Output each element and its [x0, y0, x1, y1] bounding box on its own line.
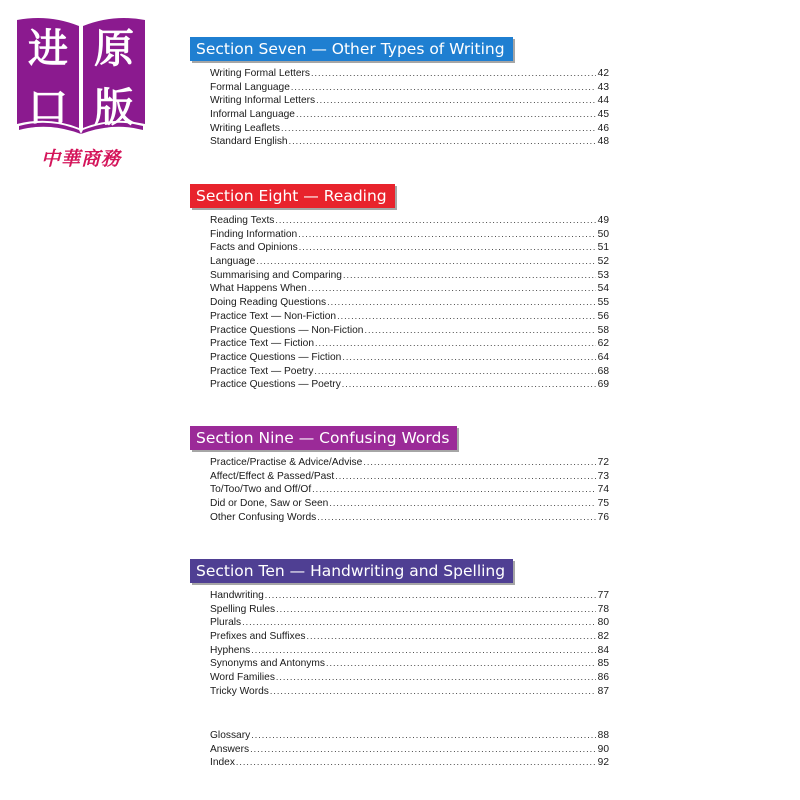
dot-leader [316, 94, 596, 108]
dot-leader [281, 122, 596, 136]
toc-entry [210, 228, 609, 242]
toc-entry-page: 52 [597, 256, 609, 268]
toc-entry-page: 43 [597, 81, 609, 93]
toc-entry-page: 77 [597, 590, 609, 601]
toc-entry [210, 337, 609, 351]
toc-entry-page: 42 [597, 68, 609, 79]
toc-entry-page: 56 [597, 310, 609, 322]
toc-entry [210, 296, 609, 310]
dot-leader [270, 685, 596, 699]
dot-leader [299, 241, 596, 255]
toc-entry-title: Writing Formal Letters [210, 68, 311, 79]
toc-entries [190, 589, 610, 699]
toc-entry [210, 497, 609, 511]
toc-entry [210, 456, 609, 470]
toc-entry [210, 67, 609, 81]
dot-leader [311, 67, 596, 81]
toc-entry-page: 88 [597, 730, 609, 741]
toc-entry-page: 82 [597, 631, 609, 643]
toc-entry [210, 351, 609, 365]
dot-leader [327, 296, 596, 310]
toc-entry-page: 53 [597, 269, 609, 281]
toc-entry [210, 743, 609, 757]
toc-entry-title: Spelling Rules [210, 603, 276, 615]
toc-entry [210, 511, 609, 525]
dot-leader [251, 729, 596, 743]
toc-entry [210, 135, 609, 149]
toc-entry-title: Practice Text — Poetry [210, 365, 314, 377]
dot-leader [251, 644, 596, 658]
dot-leader [298, 228, 596, 242]
toc-entry-page: 78 [597, 603, 609, 615]
toc-entry-title: Standard English [210, 136, 288, 148]
toc-entry [210, 282, 609, 296]
logo-characters [15, 16, 147, 134]
toc-entry [210, 310, 609, 324]
dot-leader [256, 255, 596, 269]
toc-entry [210, 378, 609, 392]
dot-leader [296, 108, 596, 122]
toc-entry [210, 671, 609, 685]
section-ten [190, 559, 610, 699]
toc-entry [210, 81, 609, 95]
toc-entry-title: Writing Leaflets [210, 122, 281, 134]
dot-leader [364, 324, 596, 338]
logo-char: 口 [28, 84, 68, 131]
toc-entry-page: 50 [597, 228, 609, 240]
toc-entry-page: 74 [597, 484, 609, 496]
toc-entry-title: What Happens When [210, 283, 307, 295]
toc-entry-title: Affect/Effect & Passed/Past [210, 470, 335, 482]
toc-entries [190, 456, 610, 524]
toc-entry-page: 75 [597, 498, 609, 510]
dot-leader [317, 511, 596, 525]
toc-entry-title: Practice Questions — Fiction [210, 351, 342, 363]
toc-entry-page: 48 [597, 136, 609, 148]
toc-entry [210, 241, 609, 255]
logo-char: 原 [94, 25, 134, 72]
toc-entry-title: Plurals [210, 617, 242, 629]
toc-entry-page: 55 [597, 297, 609, 309]
section-nine [190, 426, 610, 524]
toc-entry-page: 51 [597, 242, 609, 254]
dot-leader [342, 351, 596, 365]
toc-entry-page: 85 [597, 658, 609, 670]
dot-leader [314, 365, 596, 379]
toc-entry-page: 80 [597, 617, 609, 629]
toc-entry-page: 64 [597, 351, 609, 363]
toc-entry-page: 68 [597, 365, 609, 377]
dot-leader [276, 671, 596, 685]
toc-entry-page: 84 [597, 644, 609, 656]
dot-leader [307, 630, 596, 644]
toc-entries [190, 214, 610, 392]
logo-char: 版 [94, 84, 134, 131]
toc-entry [210, 589, 609, 603]
toc-entry-title: Writing Informal Letters [210, 95, 316, 107]
toc-entry-page: 49 [597, 215, 609, 226]
toc-entry-page: 76 [597, 511, 609, 523]
dot-leader [275, 214, 596, 228]
toc-entry-page: 72 [597, 457, 609, 468]
toc-entry-page: 90 [597, 743, 609, 755]
toc-entry-page: 87 [597, 685, 609, 697]
dot-leader [343, 269, 596, 283]
toc-entry [210, 603, 609, 617]
toc-entry-title: Index [210, 757, 235, 769]
toc-entry-title: Reading Texts [210, 215, 275, 226]
toc-entry [210, 630, 609, 644]
toc-entry-title: Practice/Practise & Advice/Advise [210, 457, 363, 468]
toc-entry-title: Tricky Words [210, 685, 269, 697]
toc-entry-title: Answers [210, 743, 250, 755]
toc-entry [210, 214, 609, 228]
section-header: Section Seven — Other Types of Writing [190, 37, 513, 61]
toc-entry-title: Prefixes and Suffixes [210, 631, 306, 643]
logo-char: 进 [28, 25, 68, 72]
toc-entry-title: Formal Language [210, 81, 290, 93]
toc-entry [210, 657, 609, 671]
toc-entries [190, 67, 610, 149]
toc-entry [210, 644, 609, 658]
dot-leader [308, 282, 596, 296]
toc-entry-title: Did or Done, Saw or Seen [210, 498, 329, 510]
toc-entry-page: 44 [597, 95, 609, 107]
toc-entry-title: Hyphens [210, 644, 251, 656]
toc-entry-page: 58 [597, 324, 609, 336]
toc-entry-page: 46 [597, 122, 609, 134]
toc-entry [210, 756, 609, 770]
toc-entry-title: Glossary [210, 730, 251, 741]
toc-entry-page: 69 [597, 379, 609, 391]
section-eight [190, 184, 610, 392]
toc-entry [210, 255, 609, 269]
toc-entry-page: 62 [597, 338, 609, 350]
toc-entry-page: 73 [597, 470, 609, 482]
toc-entry [210, 122, 609, 136]
toc-entry-title: Doing Reading Questions [210, 297, 327, 309]
toc-entry [210, 269, 609, 283]
dot-leader [329, 497, 596, 511]
dot-leader [236, 756, 596, 770]
dot-leader [289, 135, 596, 149]
toc-entry-title: Handwriting [210, 590, 264, 601]
dot-leader [242, 616, 596, 630]
toc-entry-title: Practice Questions — Non-Fiction [210, 324, 364, 336]
toc-entry [210, 685, 609, 699]
toc-entry-page: 45 [597, 109, 609, 121]
toc-entry-title: Synonyms and Antonyms [210, 658, 325, 670]
toc-entry-title: Other Confusing Words [210, 511, 317, 523]
toc-entry-title: To/Too/Two and Off/Of [210, 484, 312, 496]
dot-leader [342, 378, 596, 392]
toc-entry-page: 86 [597, 672, 609, 684]
dot-leader [337, 310, 596, 324]
toc-entry [210, 616, 609, 630]
toc-entry [210, 94, 609, 108]
section-header: Section Eight — Reading [190, 184, 395, 208]
dot-leader [315, 337, 596, 351]
publisher-logo [15, 16, 147, 170]
toc-entry [210, 108, 609, 122]
toc-entry-title: Practice Text — Non-Fiction [210, 310, 337, 322]
toc-entry-title: Informal Language [210, 109, 295, 121]
dot-leader [291, 81, 596, 95]
toc-entry [210, 324, 609, 338]
toc-entry-title: Summarising and Comparing [210, 269, 342, 281]
toc-entry-title: Practice Text — Fiction [210, 338, 314, 350]
toc-entry-title: Finding Information [210, 228, 298, 240]
toc-entry-title: Word Families [210, 672, 275, 684]
toc-entry-title: Language [210, 256, 256, 268]
logo-tagline: 中華商務 [40, 148, 121, 170]
section-header: Section Nine — Confusing Words [190, 426, 457, 450]
toc-entry [210, 729, 609, 743]
toc-entry [210, 470, 609, 484]
toc-entry [210, 365, 609, 379]
dot-leader [250, 743, 596, 757]
toc-entries [190, 729, 610, 770]
toc-entry-page: 92 [597, 757, 609, 769]
toc-entry-title: Facts and Opinions [210, 242, 298, 254]
toc-entry [210, 483, 609, 497]
toc-entry-title: Practice Questions — Poetry [210, 379, 341, 391]
dot-leader [363, 456, 596, 470]
dot-leader [335, 470, 596, 484]
section-seven [190, 37, 610, 149]
dot-leader [276, 603, 596, 617]
toc-entry-page: 54 [597, 283, 609, 295]
dot-leader [265, 589, 596, 603]
dot-leader [326, 657, 596, 671]
back-matter [190, 723, 610, 770]
dot-leader [312, 483, 596, 497]
section-header: Section Ten — Handwriting and Spelling [190, 559, 513, 583]
